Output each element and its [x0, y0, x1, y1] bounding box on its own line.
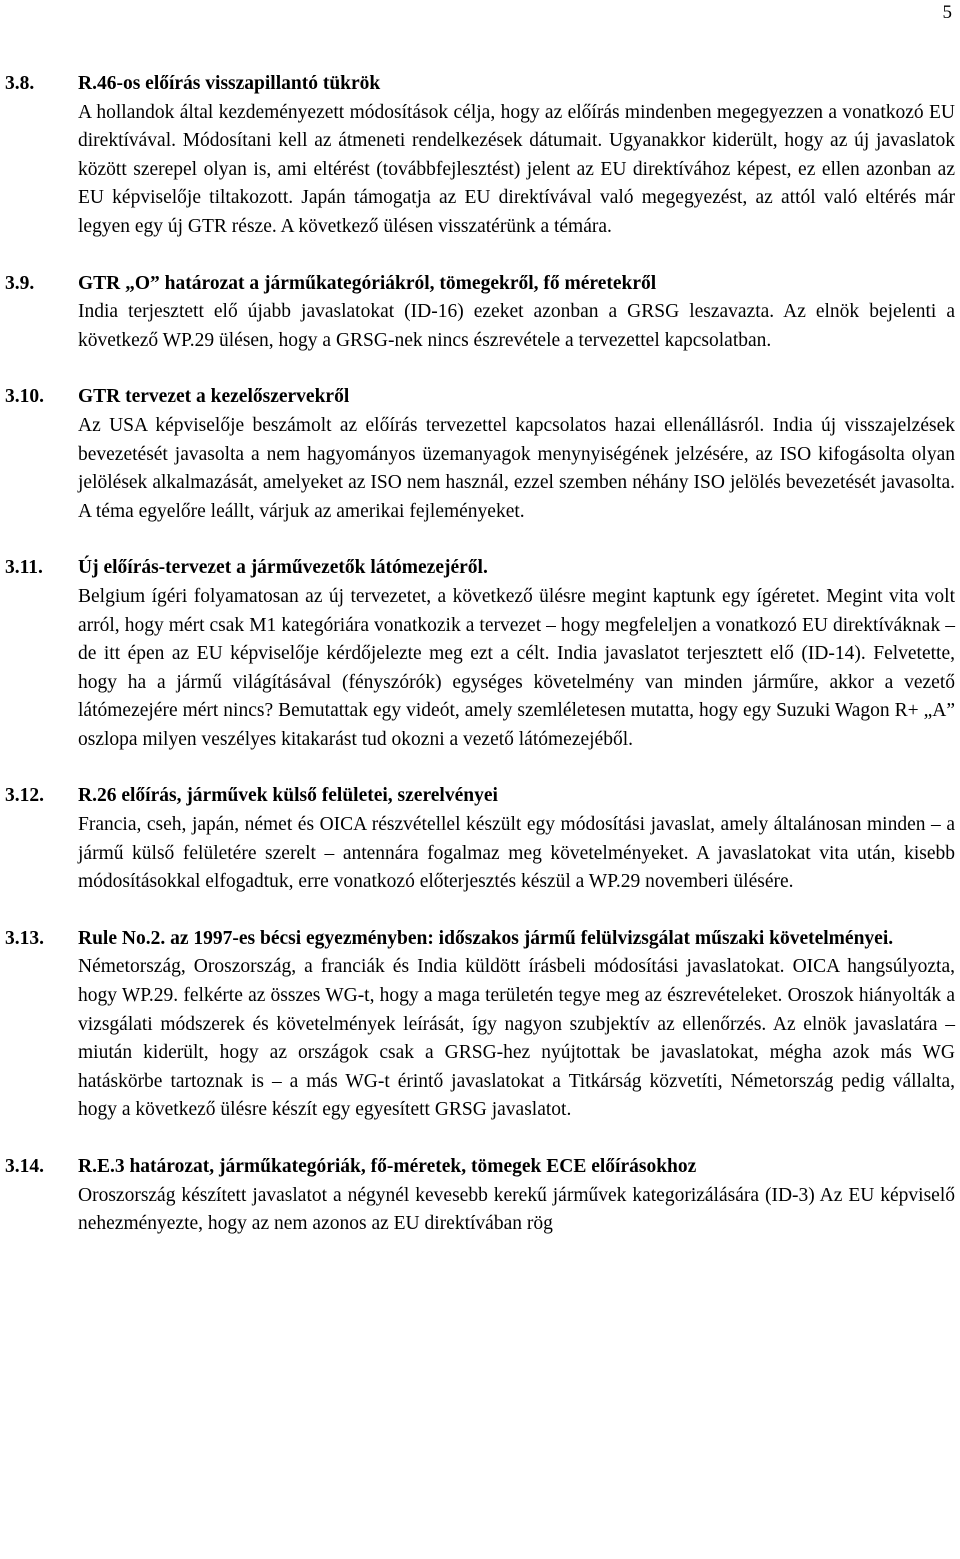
section-number: 3.9.: [5, 272, 35, 294]
section-paragraph: Az USA képviselője beszámolt az előírás tervezettel kapcsolatos hazai ellenállásról. India új visszajelzések bevezetését javasolta a nem hagyományos üzemanyagok menynyiségének jelzésére, az ISO kifogásolta olyan jelölések alkalmazását, amelyeket az ISO nem használ, ezzel szemben néhány ISO jelölés bevezetését javasolta. A téma egyelőre leállt, várjuk az amerikai fejleményeket.: [78, 414, 955, 522]
section-paragraph: India terjesztett elő újabb javaslatokat (ID-16) ezeket azonban a GRSG leszavazta. Az elnök bejelenti a következő WP.29 ülésen, hogy a GRSG-nek nincs észrevétele a tervezettel kapcsolatban.: [78, 301, 955, 351]
section-3-9: [5, 270, 955, 356]
section-number: 3.14.: [5, 1156, 44, 1177]
section-paragraph: Belgium ígéri folyamatosan az új tervezetet, a következő ülésre megint kaptunk egy ígéretet. Megint vita volt arról, hogy mért csak M1 kategóriára vonatkozik a tervezet – hogy megfeleljen a vonatkozó EU direktíváknak – de itt épen az EU képviselője kérdőjelezte meg ezt a célt. India javaslatot terjesztett elő (ID-14). Felvetette, hogy ha a jármű világításával (fényszórók) egységes követelmény van minden járműre, akkor a vezető látómezejére mért nincs? Bemutattak egy videót, amely szemléletesen mutatta, hogy egy Suzuki Wagon R+ „A” oszlopa milyen veszélyes kitakarást tud okozni a vezető látómezejéből.: [78, 585, 955, 750]
section-paragraph: Oroszország készített javaslatot a négynél kevesebb kerekű járművek kategorizálására (ID-3) Az EU képviselő nehezményezte, hogy az nem azonos az EU direktívában rög: [78, 1184, 955, 1235]
section-3-12: [5, 782, 955, 896]
section-title: R.E.3 határozat, járműkategóriák, fő-méretek, tömegek ECE előírásokhoz: [78, 1156, 697, 1177]
section-title: GTR „O” határozat a járműkategóriákról, tömegekről, fő méretekről: [78, 272, 657, 294]
section-3-13: [5, 925, 955, 1125]
section-paragraph: Francia, cseh, japán, német és OICA részvétellel készült egy módosítási javaslat, amely általánosan minden – a jármű külső felületére szerelt – antennára fogalmaz meg követelményeket. A javaslatokat vita után, kisebb módosításokkal elfogadtuk, erre vonatkozó előterjesztés készül a WP.29 novemberi ülésére.: [78, 814, 955, 893]
section-title: R.26 előírás, járművek külső felületei, szerelvényei: [78, 785, 498, 807]
document-body: [5, 70, 955, 1267]
section-number: 3.10.: [5, 386, 44, 408]
section-number: 3.13.: [5, 927, 44, 949]
section-3-11: [5, 554, 955, 754]
section-number: 3.11.: [5, 557, 43, 579]
section-3-8: [5, 70, 955, 242]
section-3-10: [5, 383, 955, 526]
section-title: Új előírás-tervezet a járművezetők látómezejéről.: [78, 557, 488, 579]
page-number: 5: [942, 2, 952, 23]
section-paragraph: Németország, Oroszország, a franciák és India küldött írásbeli módosítási javaslatokat. OICA hangsúlyozta, hogy WP.29. felkérte az összes WG-t, hogy a maga területén tegye meg az észrevételeket. Oroszok hiányolták a vizsgálati módszerek és követelmények leírását, így nagyon szubjektív az ellenőrzés. Az elnök javaslatára – miután kiderült, hogy az országok csak a GRSG-hez nyújtottak be javaslatokat, mégha azok más WG hatáskörbe tartoznak is – a más WG-t érintő javaslatokat a Titkárság közvetíti, Németország pedig vállalta, hogy a következő ülésre készít egy egyesített GRSG javaslatot.: [78, 956, 955, 1121]
section-title: Rule No.2. az 1997-es bécsi egyezményben: időszakos jármű felülvizsgálat műszaki követelményei.: [78, 927, 894, 949]
section-paragraph: A hollandok által kezdeményezett módosítások célja, hogy az előírás mindenben megegyezzen a vonatkozó EU direktívával. Módosítani kell az átmeneti rendelkezések dátumait. Ugyanakkor kiderült, hogy az új javaslatok között szerepel olyan is, ami eltérést (továbbfejlesztést) jelent az EU direktívához képest, ez ellen azonban az EU képviselője tiltakozott. Japán támogatja az EU direktívával való megegyezést, az attól való eltérés már legyen egy új GTR része. A következő ülésen visszatérünk a témára.: [78, 101, 955, 237]
section-title: GTR tervezet a kezelőszervekről: [78, 386, 350, 408]
section-title: R.46-os előírás visszapillantó tükrök: [78, 73, 381, 94]
section-3-14: [5, 1153, 955, 1239]
section-number: 3.8.: [5, 73, 35, 94]
section-number: 3.12.: [5, 785, 44, 807]
